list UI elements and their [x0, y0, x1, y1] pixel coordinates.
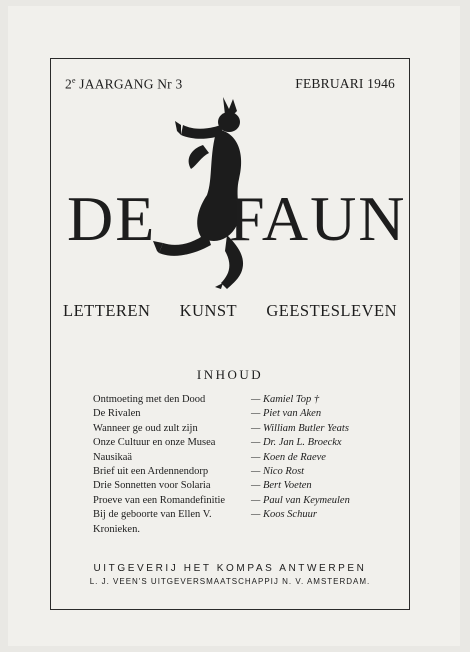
toc-row	[93, 523, 393, 537]
toc-title: Proeve van een Romandefinitie	[93, 494, 226, 506]
toc-title: Onze Cultuur en onze Musea	[93, 437, 216, 449]
toc-title: Wanneer ge oud zult zijn	[93, 422, 198, 434]
title-faun: FAUN	[229, 183, 407, 254]
toc-author: — Nico Rost	[251, 466, 305, 478]
subjects-line	[63, 301, 397, 321]
toc-row	[93, 479, 393, 493]
subject-letteren: LETTEREN	[63, 301, 151, 320]
magazine-cover	[8, 6, 460, 646]
cover-frame	[50, 58, 410, 610]
publisher-line-1: UITGEVERIJ HET KOMPAS ANTWERPEN	[93, 563, 367, 574]
toc-row	[93, 508, 393, 522]
subject-kunst: KUNST	[179, 301, 238, 320]
toc-row	[93, 436, 393, 450]
issue-number: 2e JAARGANG Nr 3	[65, 76, 183, 92]
toc-author: — Piet van Aken	[251, 408, 322, 420]
toc-author: — Koos Schuur	[251, 509, 317, 521]
publisher-line-2: L. J. VEEN'S UITGEVERSMAATSCHAPPIJ N. V. AMSTERDAM.	[89, 577, 371, 586]
toc-title: Brief uit een Ardennendorp	[93, 466, 209, 478]
toc-row	[93, 465, 393, 479]
masthead	[51, 95, 409, 295]
toc-author: — Dr. Jan L. Broeckx	[251, 437, 342, 449]
subject-geestesleven: GEESTESLEVEN	[266, 301, 397, 320]
toc-row	[93, 494, 393, 508]
toc-row	[93, 451, 393, 465]
toc-title: Drie Sonnetten voor Solaria	[93, 480, 211, 492]
contents-heading: INHOUD	[196, 367, 264, 382]
toc-row	[93, 393, 393, 407]
toc-title: Bij de geboorte van Ellen V.	[93, 509, 212, 521]
title-de: DE	[67, 183, 157, 254]
toc-title: Kronieken.	[93, 523, 140, 535]
toc-author: — Bert Voeten	[251, 480, 312, 492]
toc-row	[93, 422, 393, 436]
publisher-block	[51, 563, 409, 586]
issue-line	[65, 76, 395, 93]
toc-author: — Koen de Raeve	[251, 451, 326, 463]
table-of-contents	[93, 393, 393, 537]
toc-row	[93, 407, 393, 421]
issue-date: FEBRUARI 1946	[295, 76, 395, 91]
toc-author: — William Butler Yeats	[251, 422, 349, 434]
toc-title: De Rivalen	[93, 408, 141, 420]
toc-title: Ontmoeting met den Dood	[93, 394, 206, 405]
toc-author: — Kamiel Top †	[251, 394, 320, 405]
toc-title: Nausikaä	[93, 451, 133, 463]
toc-author: — Paul van Keymeulen	[251, 494, 350, 506]
